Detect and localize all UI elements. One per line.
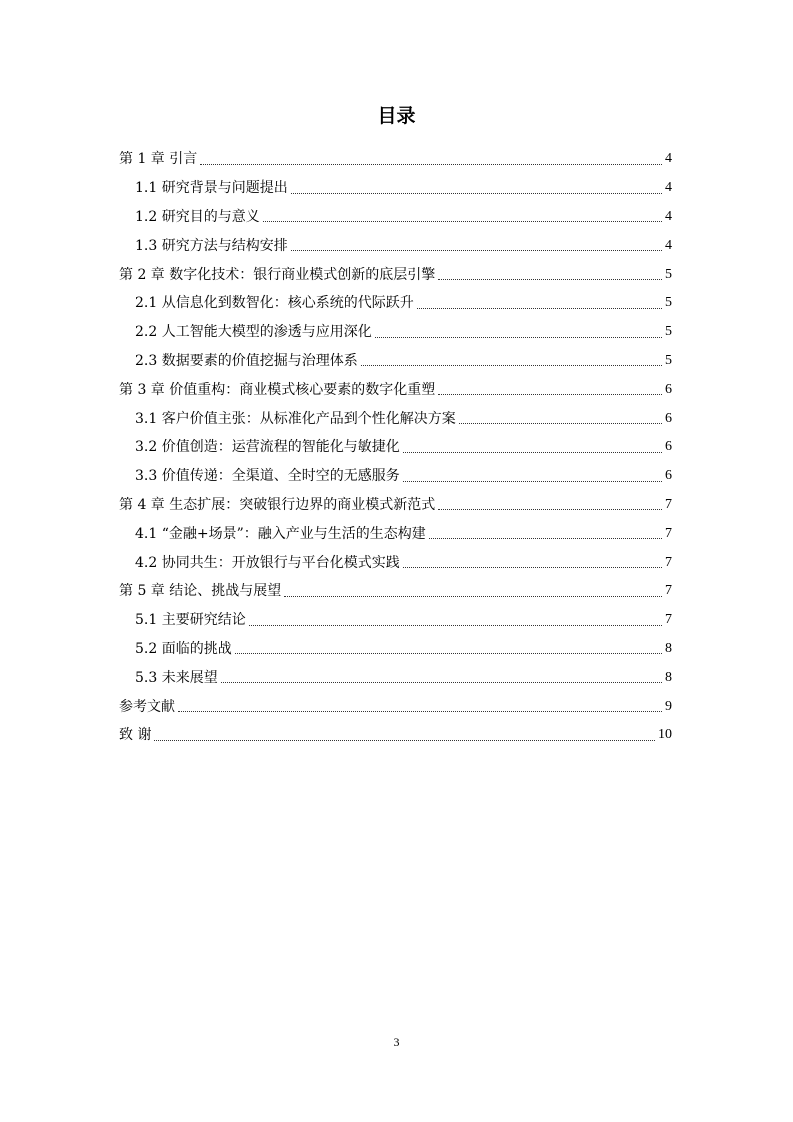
toc-entry-title: 3.1 客户价值主张：从标准化产品到个性化解决方案	[135, 410, 456, 427]
toc-entry-title: 5.1 主要研究结论	[135, 612, 246, 629]
toc-entry-page-number: 5	[665, 352, 672, 368]
toc-entry-page-number: 4	[665, 180, 672, 196]
toc-entry-page-number: 5	[665, 266, 672, 282]
toc-entry-title: 第 1 章 引言	[119, 151, 198, 168]
toc-entry-title: 2.3 数据要素的价值挖掘与治理体系	[135, 352, 358, 369]
toc-section-entry[interactable]	[119, 606, 672, 635]
toc-entry-title: 5.2 面临的挑战	[135, 640, 232, 657]
toc-entry-page-number: 5	[665, 324, 672, 340]
toc-section-entry[interactable]	[119, 462, 672, 491]
toc-entry-page-number: 9	[665, 698, 672, 714]
toc-entry-title: 1.1 研究背景与问题提出	[135, 180, 288, 197]
toc-entry-page-number: 5	[665, 295, 672, 311]
toc-entry-page-number: 4	[665, 237, 672, 253]
toc-section-entry[interactable]	[119, 174, 672, 203]
toc-chapter-entry[interactable]	[119, 375, 672, 404]
dot-leader	[249, 625, 662, 626]
toc-entry-page-number: 6	[665, 468, 672, 484]
toc-entry-page-number: 10	[658, 727, 672, 743]
dot-leader	[403, 481, 662, 482]
toc-entry-title: 参考文献	[119, 698, 175, 715]
toc-entry-title: 1.3 研究方法与结构安排	[135, 237, 288, 254]
toc-entry-title: 1.2 研究目的与意义	[135, 208, 260, 225]
dot-leader	[438, 279, 662, 280]
table-of-contents	[119, 145, 672, 750]
toc-entry-page-number: 6	[665, 439, 672, 455]
dot-leader	[417, 308, 662, 309]
toc-chapter-entry[interactable]	[119, 577, 672, 606]
toc-entry-page-number: 7	[665, 554, 672, 570]
toc-entry-title: 第 4 章 生态扩展：突破银行边界的商业模式新范式	[119, 496, 436, 513]
toc-section-entry[interactable]	[119, 548, 672, 577]
toc-entry-title: 4.2 协同共生：开放银行与平台化模式实践	[135, 554, 400, 571]
toc-chapter-entry[interactable]	[119, 260, 672, 289]
toc-chapter-entry[interactable]	[119, 721, 672, 750]
toc-entry-page-number: 8	[665, 669, 672, 685]
dot-leader	[235, 653, 662, 654]
dot-leader	[438, 509, 662, 510]
dot-leader	[221, 682, 662, 683]
toc-section-entry[interactable]	[119, 519, 672, 548]
dot-leader	[375, 337, 662, 338]
toc-entry-page-number: 6	[665, 381, 672, 397]
page-title: 目录	[377, 105, 416, 127]
dot-leader	[200, 164, 662, 165]
dot-leader	[291, 193, 662, 194]
dot-leader	[154, 740, 655, 741]
toc-section-entry[interactable]	[119, 663, 672, 692]
toc-entry-page-number: 4	[665, 208, 672, 224]
toc-section-entry[interactable]	[119, 231, 672, 260]
toc-entry-page-number: 7	[665, 525, 672, 541]
dot-leader	[459, 423, 662, 424]
dot-leader	[178, 711, 662, 712]
page-number: 3	[393, 1035, 400, 1049]
dot-leader	[403, 567, 662, 568]
toc-entry-page-number: 4	[665, 151, 672, 167]
toc-chapter-entry[interactable]	[119, 491, 672, 520]
dot-leader	[403, 452, 662, 453]
dot-leader	[284, 596, 662, 597]
toc-section-entry[interactable]	[119, 289, 672, 318]
toc-entry-title: 3.3 价值传递：全渠道、全时空的无感服务	[135, 468, 400, 485]
toc-entry-title: 4.1 “金融+场景”：融入产业与生活的生态构建	[135, 525, 426, 542]
toc-section-entry[interactable]	[119, 433, 672, 462]
toc-section-entry[interactable]	[119, 347, 672, 376]
toc-entry-title: 5.3 未来展望	[135, 669, 218, 686]
toc-section-entry[interactable]	[119, 635, 672, 664]
toc-entry-title: 第 3 章 价值重构：商业模式核心要素的数字化重塑	[119, 381, 436, 398]
dot-leader	[438, 394, 662, 395]
toc-entry-title: 2.1 从信息化到数智化：核心系统的代际跃升	[135, 295, 414, 312]
toc-section-entry[interactable]	[119, 318, 672, 347]
toc-entry-page-number: 7	[665, 583, 672, 599]
toc-entry-page-number: 6	[665, 410, 672, 426]
toc-section-entry[interactable]	[119, 203, 672, 232]
toc-chapter-entry[interactable]	[119, 692, 672, 721]
toc-section-entry[interactable]	[119, 404, 672, 433]
toc-entry-title: 第 2 章 数字化技术：银行商业模式创新的底层引擎	[119, 266, 436, 283]
toc-chapter-entry[interactable]	[119, 145, 672, 174]
toc-entry-title: 第 5 章 结论、挑战与展望	[119, 583, 282, 600]
dot-leader	[361, 365, 662, 366]
toc-entry-page-number: 7	[665, 612, 672, 628]
dot-leader	[291, 250, 662, 251]
toc-entry-page-number: 7	[665, 496, 672, 512]
dot-leader	[263, 221, 662, 222]
toc-entry-title: 2.2 人工智能大模型的渗透与应用深化	[135, 324, 372, 341]
toc-entry-title: 3.2 价值创造：运营流程的智能化与敏捷化	[135, 439, 400, 456]
toc-entry-page-number: 8	[665, 640, 672, 656]
toc-entry-title: 致 谢	[119, 727, 152, 744]
dot-leader	[429, 538, 662, 539]
